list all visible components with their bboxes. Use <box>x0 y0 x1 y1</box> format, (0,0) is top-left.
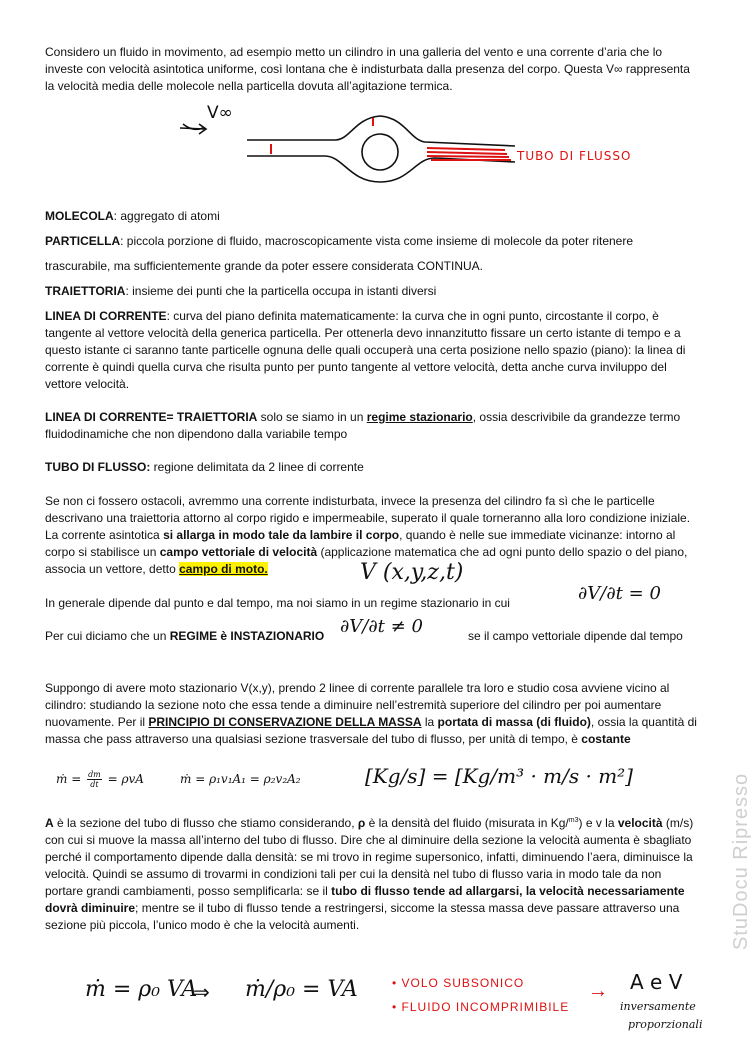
dove-rho: ρ <box>357 816 366 830</box>
red-arrow-icon: → <box>588 980 608 1002</box>
mass-flow-formula-2: ṁ = ρ₁v₁A₁ = ρ₂v₂A₂ <box>180 772 301 786</box>
partial-derivative-zero: ∂V/∂t = 0 <box>578 583 661 604</box>
dove-a: A <box>45 816 54 830</box>
traiettoria-text: : insieme dei punti che la particella occupa in istanti diversi <box>125 284 437 298</box>
bottom-eq2: ṁ/ρ₀ = VA <box>245 977 358 1002</box>
linea-text: : curva del piano definita matematicamente: la curva che in ogni punto, circostante il corpo, è tangente al vettore velocità della generica particella. Per ottenerla devo innanzitutto fissare un certo istante di tempo e a questo istante ci saranno tante particelle ognuna delle quali occuperà una certa posizione nello spazio (piano): la linea di corrente è quindi quella curva che risulta punto per punto tangente al vettore velocità, detta anche curva inviluppo del vettore velocità. <box>45 309 686 391</box>
linea-eq-text1: solo se siamo in un <box>257 410 367 424</box>
tubo-term: TUBO DI FLUSSO: <box>45 460 151 474</box>
dove-velocita: velocità <box>617 816 663 830</box>
ostacoli-text1: Se non ci fossero ostacoli, avremmo una corrente indisturbata, invece la presenza del cilindro fa sì che le particelle descrivano una traiettoria attorno al corpo rigido e impermeabile, superato il quale torneranno alla loro condizione iniziale. La corrente asintotica <box>45 494 691 542</box>
dove-paragraph: A è la sezione del tubo di flusso che stiamo considerando, ρ è la densità del fluido (misurata in Kg/$^{m3}$) e v la velocità (m/s) con cui si muove la massa all’interno del tubo di flusso. Dire che al diminuire della sezione la velocità aumenta è sbagliato perché il comportamento dipende dalla densità: se mi trovo in regime supersonico, infatti, diminuendo l’aera, diminuisce la velocità. Quindi se assumo di trovarmi in condizioni tali per cui la densità nel tubo di flusso varia in modo tale da non portare grandi cambiamenti, posso semplificarla: se il tubo di flusso tende ad allargarsi, la velocità necessariamente dovrà diminuire; mentre se il tubo di flusso tende a restringersi, siccome la stessa massa deve passare attraverso una sezione più piccola, l’unico modo è che la velocità aumenti. <box>45 816 694 932</box>
generale-paragraph: In generale dipende dal punto e dal tempo, ma noi siamo in un regime stazionario in cui <box>45 596 510 610</box>
molecola-term: MOLECOLA <box>45 209 114 223</box>
mass-flow-formula-1: ṁ = $\frac{dm}{dt} = \rho vA$ <box>56 770 144 789</box>
molecola-definition <box>45 208 701 225</box>
instazionario-text1: Per cui diciamo che un <box>45 629 170 643</box>
costante: costante <box>581 732 631 746</box>
particella-definition-cont: trascurabile, ma sufficientemente grande da poter essere considerata CONTINUA. <box>45 259 483 273</box>
volo-subsonico: • VOLO SUBSONICO <box>392 976 525 990</box>
watermark: StuDocu Ripresso <box>730 772 752 950</box>
instazionario-text2: se il campo vettoriale dipende dal tempo <box>468 629 683 643</box>
instazionario-term: REGIME è INSTAZIONARIO <box>169 629 325 643</box>
linea-di-corrente-definition <box>45 308 701 393</box>
ostacoli-bold1: si allarga in modo tale da lambire il corpo <box>163 528 400 542</box>
tubo-di-flusso-label: TUBO DI FLUSSO <box>517 149 632 163</box>
linea-eq-term: LINEA DI CORRENTE= TRAIETTORIA <box>45 410 258 424</box>
ostacoli-text3: (applicazione matematica che ad ogni punto dello spazio o del piano, associa un vettore, detto <box>45 545 688 576</box>
implies-arrow: ⇒ <box>193 982 210 1004</box>
tubo-di-flusso-definition <box>45 459 701 476</box>
suppongo-paragraph <box>45 680 701 748</box>
suppongo-text1: Suppongo di avere moto stazionario V(x,y), prendo 2 linee di corrente parallele tra loro e studio cosa avviene vicino al cilindro: studiando la sezione noto che essa tende a diminuire nell’estremità superiore del cilindro per poi aumentare nuovamente. Per il <box>45 681 670 729</box>
a-e-v: A e V <box>630 970 683 994</box>
particella-definition <box>45 233 701 250</box>
particella-text: : piccola porzione di fluido, macroscopicamente vista come insieme di molecole da poter ritenere <box>120 234 634 248</box>
partial-derivative-nonzero: ∂V/∂t ≠ 0 <box>340 616 423 637</box>
bottom-eq1: ṁ = ρ₀ VA <box>85 977 198 1002</box>
fluido-incomprimibile: • FLUIDO INCOMPRIMIBILE <box>392 1000 570 1014</box>
linea-eq-text2: , ossia descrivibile da grandezze termo fluidodinamiche che non dipendono dalla variabile tempo <box>45 410 681 441</box>
velocity-field-handwriting: V (x,y,z,t) <box>360 560 464 585</box>
v-infinity-label: V∞ <box>207 103 233 123</box>
linea-traiettoria-paragraph <box>45 409 701 443</box>
units-handwriting: [Kg/s] = [Kg/m³ · m/s · m²] <box>365 764 633 788</box>
linea-term: LINEA DI CORRENTE <box>45 309 167 323</box>
campo-vettoriale: campo vettoriale di velocità <box>159 545 318 559</box>
intro-paragraph: Considero un fluido in movimento, ad esempio metto un cilindro in una galleria del vento e una corrente d’aria che lo investe con velocità asintotica uniforme, così lontana che è indisturbata dalla presenza del corpo. Questa V∞ rappresenta la velocità media delle molecole nella particella dovuta all’agitazione termica. <box>45 45 690 93</box>
campo-di-moto: campo di moto. <box>179 562 268 576</box>
portata-di-massa: portata di massa (di fluido) <box>437 715 591 729</box>
inversamente: inversamente <box>620 1000 696 1013</box>
tubo-text: regione delimitata da 2 linee di corrente <box>150 460 364 474</box>
traiettoria-definition <box>45 283 701 300</box>
ostacoli-text2: , quando è nelle sue immediate vicinanze: intorno al corpo si stabilisce un <box>45 528 676 559</box>
suppongo-text2: la <box>421 715 438 729</box>
dove-tubo-allarga: tubo di flusso tende ad allargarsi, la velocità necessariamente dovrà diminuire <box>45 884 685 915</box>
molecola-text: : aggregato di atomi <box>113 209 220 223</box>
regime-stazionario: regime stazionario <box>366 410 473 424</box>
principio-conservazione: PRINCIPIO DI CONSERVAZIONE DELLA MASSA <box>148 715 422 729</box>
cylinder-sketch <box>175 102 645 197</box>
traiettoria-term: TRAIETTORIA <box>45 284 126 298</box>
particella-term: PARTICELLA <box>45 234 121 248</box>
suppongo-text3: , ossia la quantità di massa che pass attraverso una qualsiasi sezione trasversale del tubo di flusso, per unità di tempo, è <box>45 715 697 746</box>
proporzionali: proporzionali <box>628 1018 703 1031</box>
